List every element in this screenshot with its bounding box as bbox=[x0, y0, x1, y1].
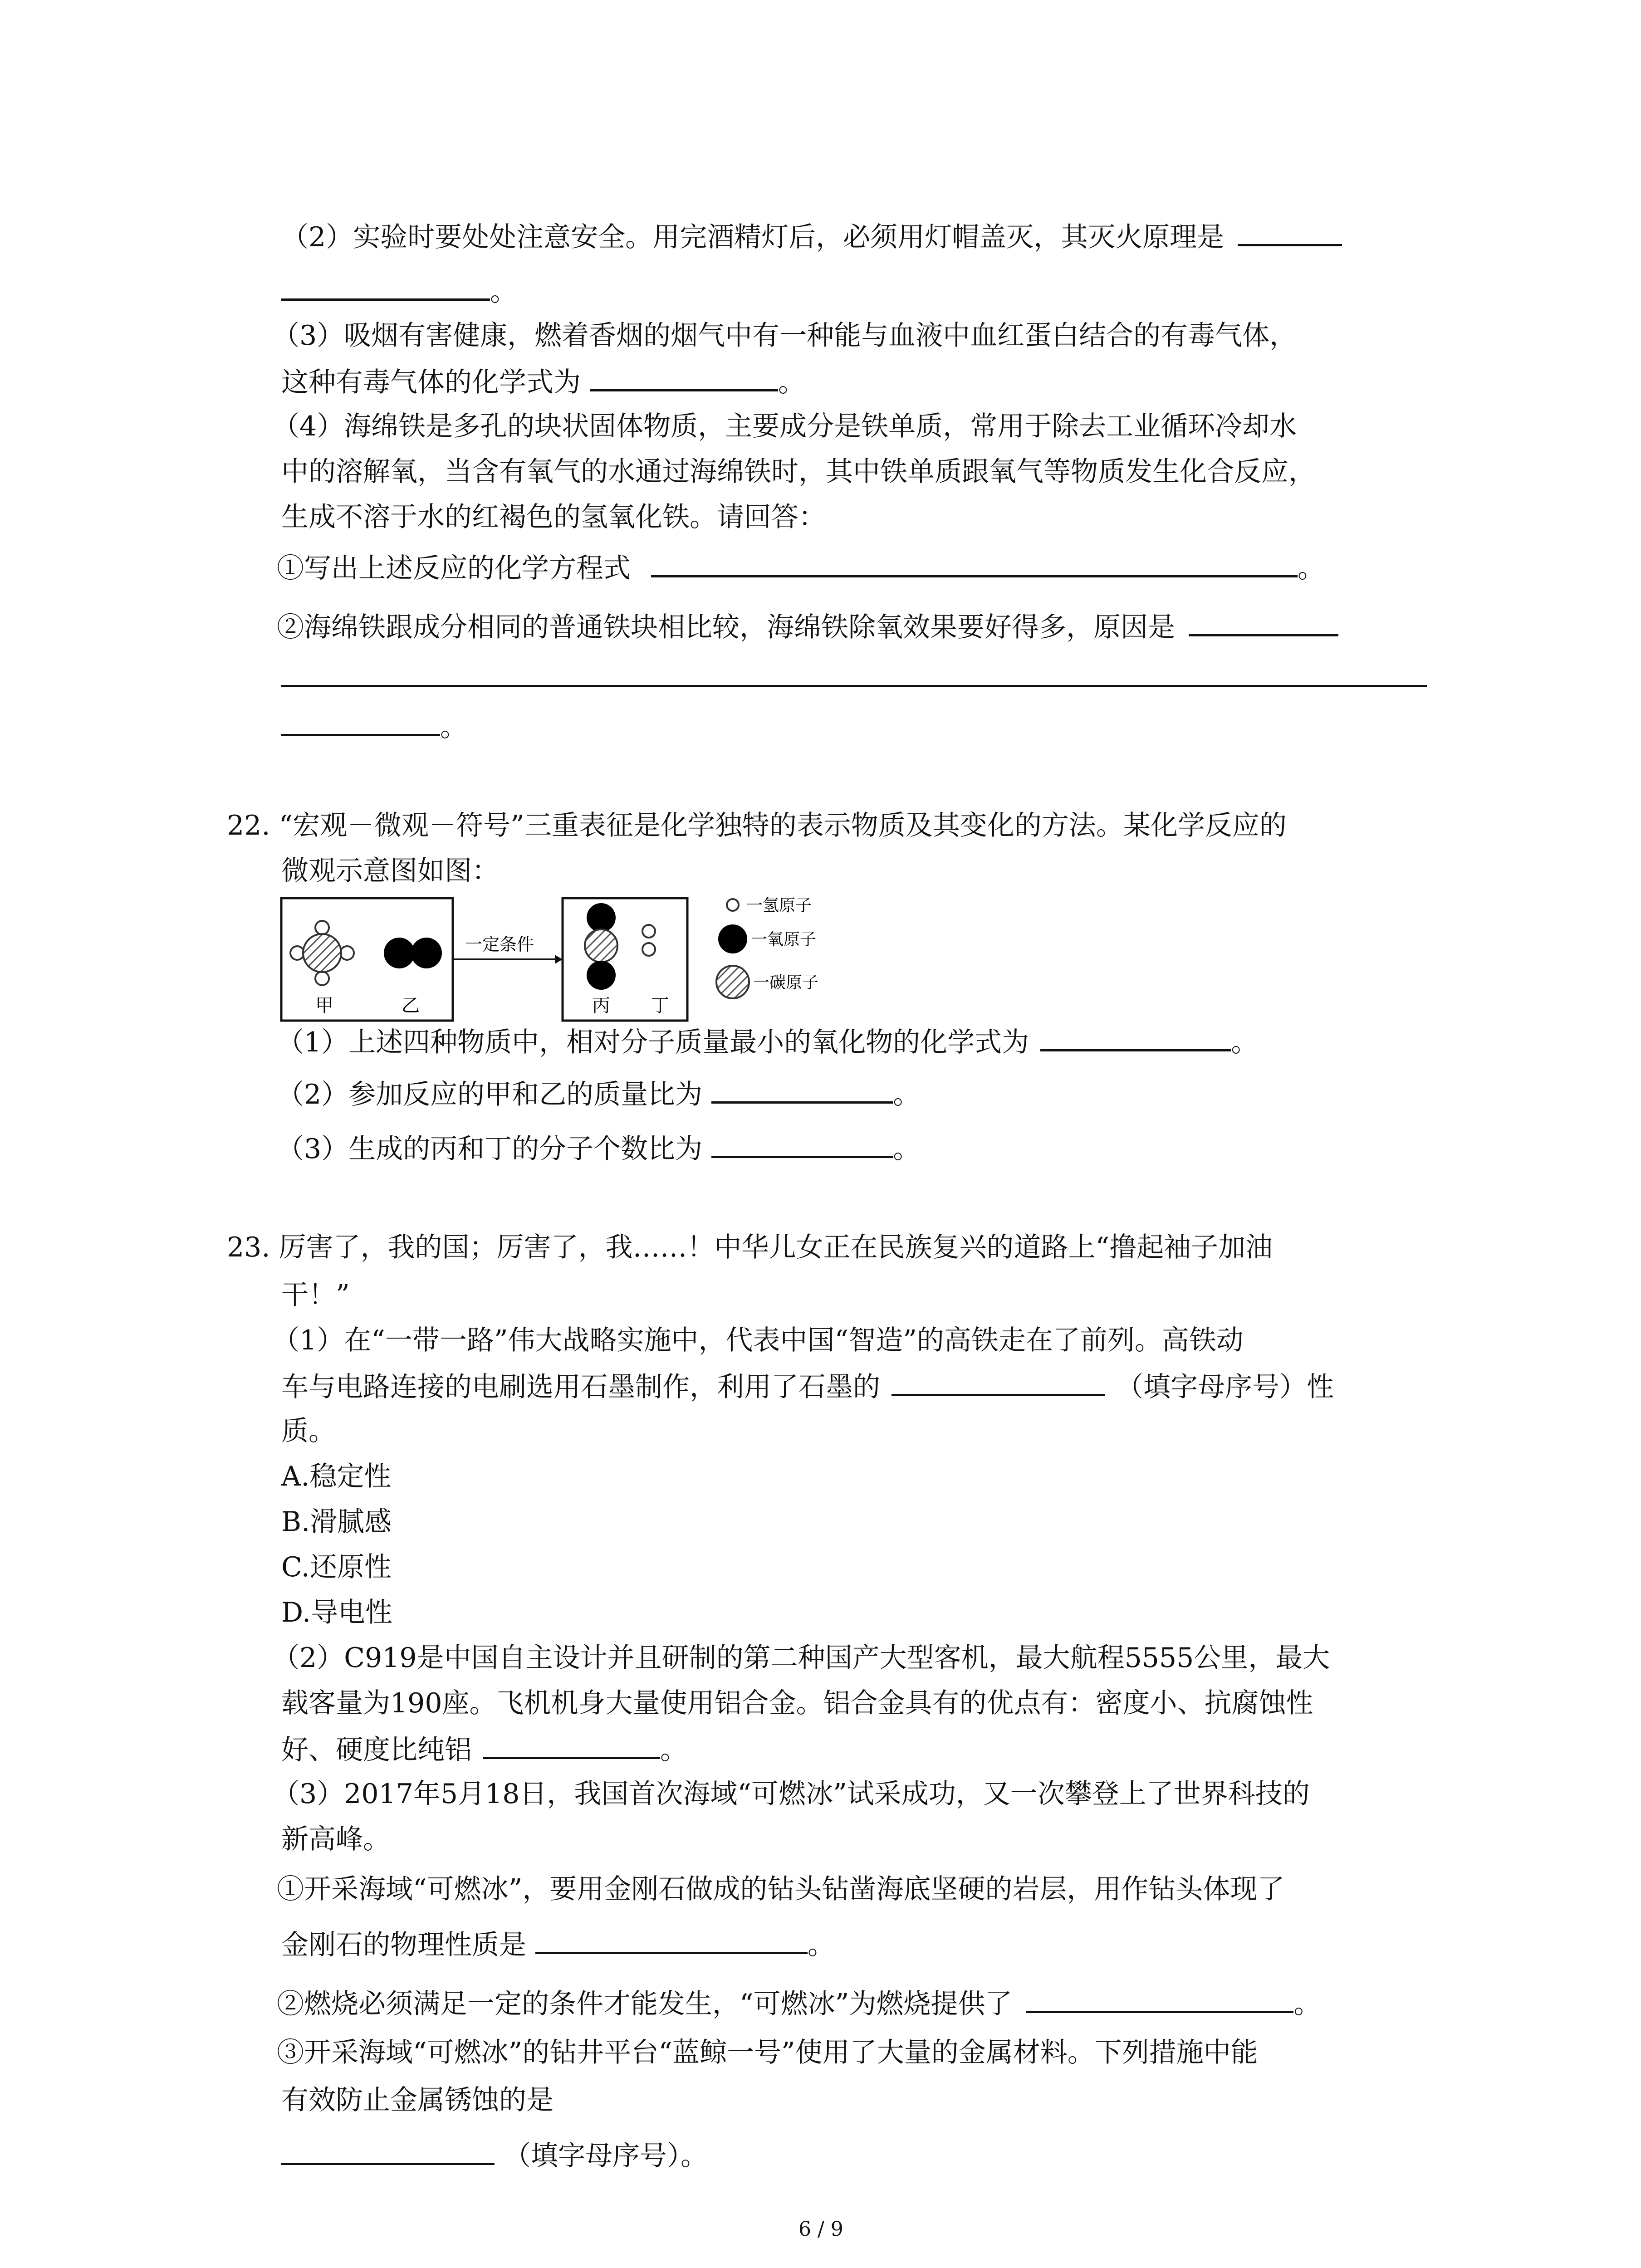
q23-part1-line2 bbox=[281, 1368, 1334, 1405]
reaction-diagram bbox=[279, 896, 878, 1025]
q21-sub1-text: ①写出上述反应的化学方程式 bbox=[277, 552, 631, 584]
answer-blank[interactable] bbox=[711, 1129, 893, 1158]
option-c: C.还原性 bbox=[281, 1551, 392, 1583]
q21-part2-line2 bbox=[281, 272, 517, 310]
period: 。 bbox=[893, 1133, 921, 1165]
carbon-dioxide-molecule bbox=[585, 903, 617, 990]
answer-blank[interactable] bbox=[1040, 1023, 1231, 1051]
answer-blank[interactable] bbox=[892, 1368, 1105, 1396]
period: 。 bbox=[1298, 552, 1325, 584]
q21-sub1 bbox=[277, 549, 1325, 587]
q23-sub1-text: 金刚石的物理性质是 bbox=[281, 1929, 526, 1961]
q23-part1-line3: 质。 bbox=[281, 1415, 336, 1447]
answer-blank[interactable] bbox=[651, 549, 1298, 577]
answer-blank[interactable] bbox=[1026, 1984, 1293, 2013]
label-bing: 丙 bbox=[592, 995, 610, 1016]
q21-part3-line2 bbox=[281, 363, 805, 401]
q23-part2-line2: 载客量为190座。飞机机身大量使用铝合金。铝合金具有的优点有：密度小、抗腐蚀性 bbox=[281, 1687, 1313, 1719]
q21-part2-line1 bbox=[281, 218, 1342, 255]
legend-hydrogen: 一氢原子 bbox=[746, 896, 812, 915]
q23-sub3-hint: （填字母序号）。 bbox=[504, 2140, 708, 2172]
q23-sub1-line2 bbox=[281, 1926, 835, 1963]
answer-blank[interactable] bbox=[281, 708, 440, 736]
methane-molecule bbox=[290, 921, 354, 985]
q23-sub3-line2: 有效防止金属锈蚀的是 bbox=[281, 2084, 554, 2116]
q23-sub3-line1: ③开采海域“可燃冰”的钻井平台“蓝鲸一号”使用了大量的金属材料。下列措施中能 bbox=[277, 2037, 1258, 2068]
q23-sub3-line3 bbox=[281, 2136, 708, 2174]
answer-blank[interactable] bbox=[1189, 608, 1338, 636]
period: 。 bbox=[660, 1734, 687, 1766]
q23-sub2 bbox=[277, 1984, 1321, 2022]
answer-blank[interactable] bbox=[711, 1075, 893, 1104]
option-a: A.稳定性 bbox=[281, 1461, 392, 1492]
q21-sub2-text: ②海绵铁跟成分相同的普通铁块相比较，海绵铁除氧效果要好得多，原因是 bbox=[277, 611, 1175, 643]
q21-part4-line3: 生成不溶于水的红褐色的氢氧化铁。请回答： bbox=[281, 501, 826, 533]
answer-line[interactable] bbox=[281, 685, 1427, 687]
q22-part2-text: （2）参加反应的甲和乙的质量比为 bbox=[277, 1079, 703, 1110]
q21-part4-line2: 中的溶解氧，当含有氧气的水通过海绵铁时，其中铁单质跟氧气等物质发生化合反应， bbox=[281, 456, 1316, 488]
option-b: B.滑腻感 bbox=[281, 1506, 392, 1538]
arrow-label: 一定条件 bbox=[465, 934, 534, 954]
period: 。 bbox=[1293, 1988, 1321, 2020]
q22-part2 bbox=[277, 1075, 920, 1113]
q21-part4-line1: （4）海绵铁是多孔的块状固体物质，主要成分是铁单质，常用于除去工业循环冷却水 bbox=[272, 411, 1297, 442]
q23-part2-text: 好、硬度比纯铝 bbox=[281, 1734, 472, 1766]
q21-sub2-end bbox=[281, 708, 467, 745]
q22-part1 bbox=[277, 1023, 1258, 1061]
legend-carbon: 一碳原子 bbox=[753, 973, 819, 992]
q23-stem-line1: 23. 厉害了，我的国；厉害了，我……！中华儿女正在民族复兴的道路上“撸起袖子加油 bbox=[227, 1232, 1273, 1263]
q23-stem-line2: 干！” bbox=[281, 1279, 350, 1311]
q23-part2-line1: （2）C919是中国自主设计并且研制的第二种国产大型客机，最大航程5555公里，最大 bbox=[272, 1642, 1330, 1674]
answer-blank[interactable] bbox=[590, 363, 778, 391]
answer-blank[interactable] bbox=[483, 1730, 660, 1759]
label-yi: 乙 bbox=[402, 995, 420, 1016]
period: 。 bbox=[440, 711, 467, 743]
legend-oxygen: 一氧原子 bbox=[751, 930, 817, 949]
q22-part3-text: （3）生成的丙和丁的分子个数比为 bbox=[277, 1133, 703, 1165]
q23-sub2-text: ②燃烧必须满足一定的条件才能发生，“可燃冰”为燃烧提供了 bbox=[277, 1988, 1013, 2020]
q21-part3-line1: （3）吸烟有害健康，燃着香烟的烟气中有一种能与血液中血红蛋白结合的有毒气体， bbox=[272, 320, 1297, 352]
q21-sub2 bbox=[277, 608, 1338, 645]
answer-blank[interactable] bbox=[281, 2136, 495, 2165]
q21-part3-text: 这种有毒气体的化学式为 bbox=[281, 367, 581, 398]
period: 。 bbox=[808, 1929, 835, 1961]
legend bbox=[716, 896, 818, 998]
q22-part3 bbox=[277, 1129, 920, 1167]
label-jia: 甲 bbox=[315, 995, 333, 1016]
q23-part3-line2: 新高峰。 bbox=[281, 1823, 390, 1855]
q22-stem-line2: 微观示意图如图： bbox=[281, 855, 499, 887]
q23-part1-line1: （1）在“一带一路”伟大战略实施中，代表中国“智造”的高铁走在了前列。高铁动 bbox=[272, 1325, 1244, 1356]
q22-stem-line1: 22. “宏观－微观－符号”三重表征是化学独特的表示物质及其变化的方法。某化学反应的 bbox=[227, 810, 1287, 841]
q23-sub1-line1: ①开采海域“可燃冰”，要用金刚石做成的钻头钻凿海底坚硬的岩层，用作钻头体现了 bbox=[277, 1873, 1285, 1905]
q22-part1-text: （1）上述四种物质中，相对分子质量最小的氧化物的化学式为 bbox=[277, 1026, 1029, 1058]
label-ding: 丁 bbox=[651, 995, 669, 1016]
water-molecule bbox=[642, 925, 655, 956]
page-number: 6 / 9 bbox=[798, 2218, 843, 2241]
q23-part1-hint: （填字母序号）性 bbox=[1116, 1371, 1334, 1403]
period: 。 bbox=[1231, 1026, 1259, 1058]
period: 。 bbox=[778, 367, 805, 398]
answer-blank[interactable] bbox=[535, 1926, 808, 1954]
q21-part2-text: （2）实验时要处处注意安全。用完酒精灯后，必须用灯帽盖灭，其灭火原理是 bbox=[281, 221, 1225, 253]
q23-part3-line1: （3）2017年5月18日，我国首次海域“可燃冰”试采成功，又一次攀登上了世界科技的 bbox=[272, 1778, 1310, 1810]
q23-part2-line3 bbox=[281, 1730, 687, 1768]
q23-part1-text: 车与电路连接的电刷选用石墨制作，利用了石墨的 bbox=[281, 1371, 880, 1403]
answer-blank[interactable] bbox=[281, 272, 490, 301]
period: 。 bbox=[490, 276, 517, 308]
oxygen-molecule bbox=[384, 938, 442, 968]
period: 。 bbox=[893, 1079, 921, 1110]
answer-blank[interactable] bbox=[1238, 218, 1342, 246]
option-d: D.导电性 bbox=[281, 1597, 393, 1628]
